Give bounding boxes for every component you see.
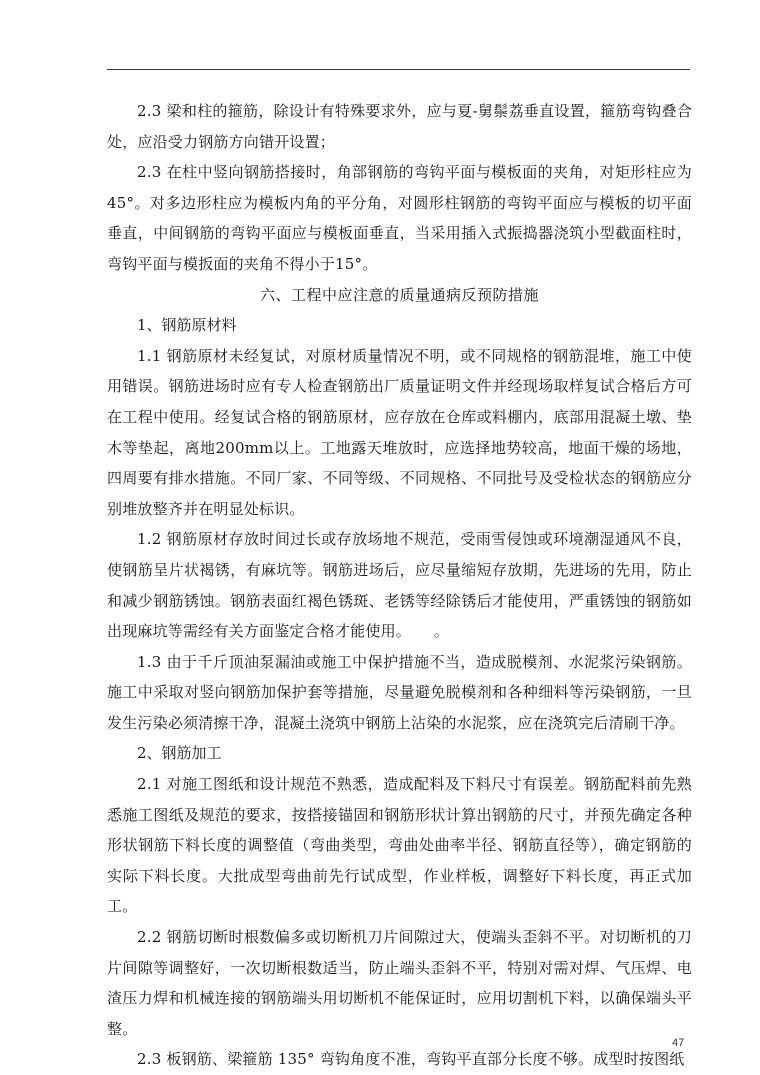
subsection-title: 1、钢筋原材料 — [137, 316, 237, 335]
page-number: 47 — [672, 1037, 685, 1049]
paragraph: 1.3 由于千斤顶油泵漏油或施工中保护措施不当，造成脱模剂、水泥浆污染钢筋。施工中采取对竖向钢筋加保护套等措施，尽量避免脱模剂和各种细料等污染钢筋，一旦发生污染必须清擦干净，混凝土浇筑中钢筋上沾染的水泥浆，应在浇筑完后清刷干净。 — [107, 652, 692, 732]
paragraph: 2.3 在柱中竖向钢筋搭接时，角部钢筋的弯钩平面与模板面的夹角，对矩形柱应为45°。对多边形柱应为模板内角的平分角，对圆形柱钢筋的弯钩平面应与模板的切平面垂直，中间钢筋的弯钩平面应与模板面垂直，当采用插入式振捣器浇筑小型截面柱时，弯钩平面与模扳面的夹角不得小于15°。 — [107, 163, 692, 273]
paragraph: 2.3 板钢筋、梁箍筋 135° 弯钩角度不准，弯钩平直部分长度不够。成型时按图纸 — [137, 1050, 685, 1069]
paragraph: 1.1 钢筋原材未经复试，对原材质量情况不明，或不同规格的钢筋混堆，施工中使用错误。钢筋进场时应有专人检查钢筋出厂质量证明文件并经现场取样复试合格后方可在工程中使用。经复试合格的钢筋原材，应存放在仓库或料棚内，底部用混凝土墩、垫木等垫起，离地200mm以上。工地露天堆放时，应选择地势较高，地面干燥的场地，四周要有排水措施。不同厂家、不同等级、不同规格、不同批号及受检状态的钢筋应分别堆放整齐并在明显处标识。 — [107, 346, 692, 518]
paragraph: 1.2 钢筋原材存放时间过长或存放场地不规范，受雨雪侵蚀或环境潮湿通风不良，使钢筋呈片状褐锈，有麻坑等。钢筋进场后，应尽量缩短存放期，先进场的先用，防止和减少钢筋锈蚀。钢筋表面红褐色锈斑、老锈等经除锈后才能使用，严重锈蚀的钢筋如出现麻坑等需经有关方面鉴定合格才能使用。 。 — [107, 530, 692, 641]
paragraph: 2.2 钢筋切断时根数偏多或切断机刀片间隙过大，使端头歪斜不平。对切断机的刀片间隙等调整好，一次切断根数适当，防止端头歪斜不平，特别对需对焊、气压焊、电渣压力焊和机械连接的钢筋端头用切断机不能保证时，应用切割机下料，以确保端头平整。 — [107, 928, 692, 1038]
paragraph: 2.3 梁和柱的箍筋，除设计有特殊要求外，应与夏-舅鬃荔垂直设置，箍筋弯钩叠合处，应沿受力钢筋方向错开设置； — [107, 102, 692, 151]
section-heading: 六、工程中应注意的质量通病反预防措施 — [259, 285, 539, 304]
subsection-title: 2、钢筋加工 — [137, 744, 222, 763]
page-body — [107, 96, 692, 1075]
header-rule — [107, 69, 690, 70]
paragraph: 2.1 对施工图纸和设计规范不熟悉，造成配料及下料尺寸有误差。钢筋配料前先熟悉施工图纸及规范的要求，按搭接锚固和钢筋形状计算出钢筋的尺寸，并预先确定各种形状钢筋下料长度的调整值（弯曲类型，弯曲处曲率半径、钢筋直径等），确定钢筋的实际下料长度。大批成型弯曲前先行试成型，作业样板，调整好下料长度，再正式加工。 — [107, 775, 692, 916]
